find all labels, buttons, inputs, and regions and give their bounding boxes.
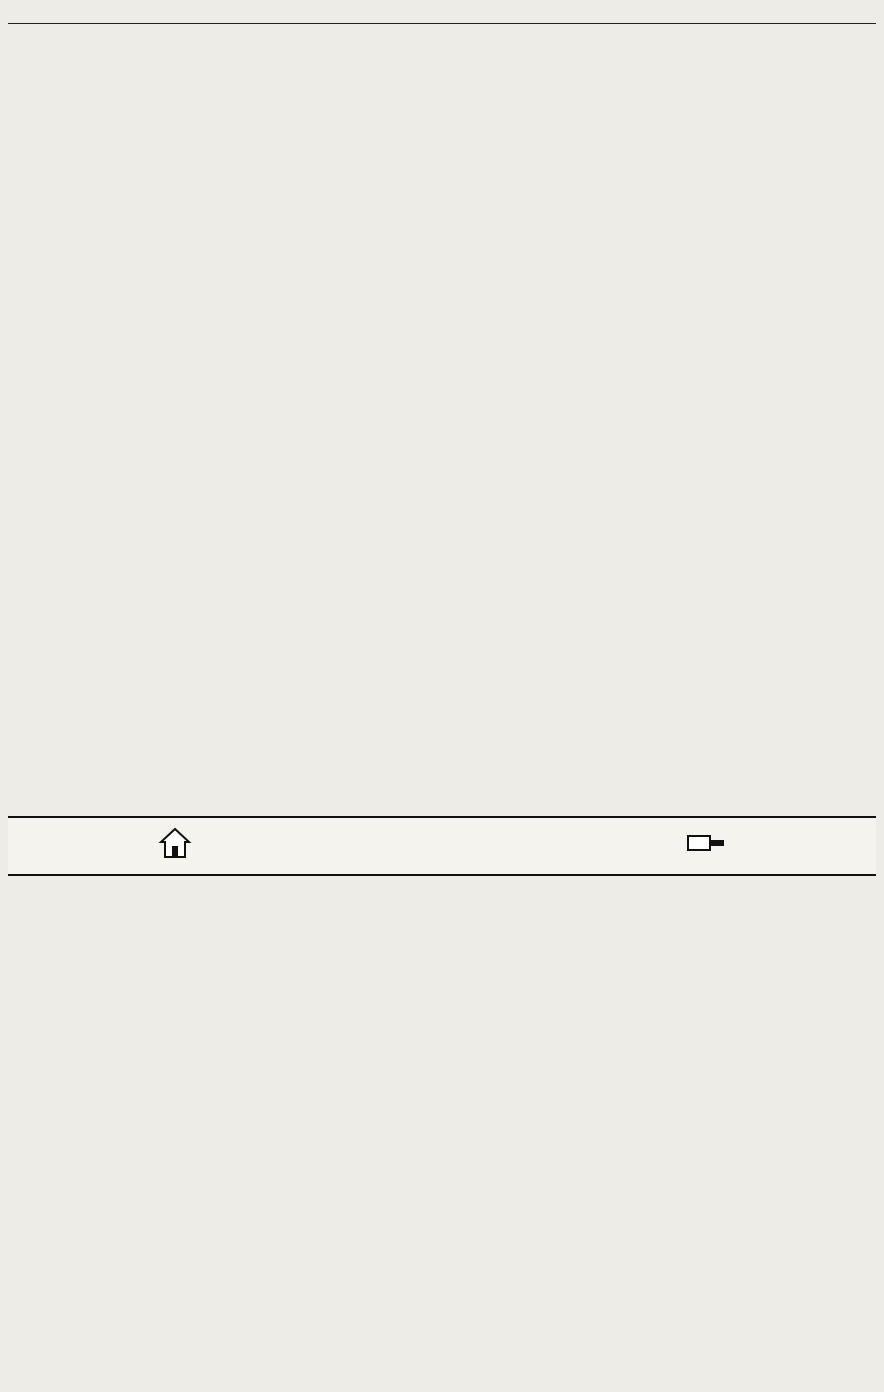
home-service-listings <box>8 880 876 1390</box>
running-head <box>8 10 876 24</box>
paintbrush-icon <box>686 828 726 858</box>
classified-top-section <box>8 28 876 810</box>
house-icon <box>158 826 192 860</box>
home-service-guide-banner <box>8 816 876 876</box>
